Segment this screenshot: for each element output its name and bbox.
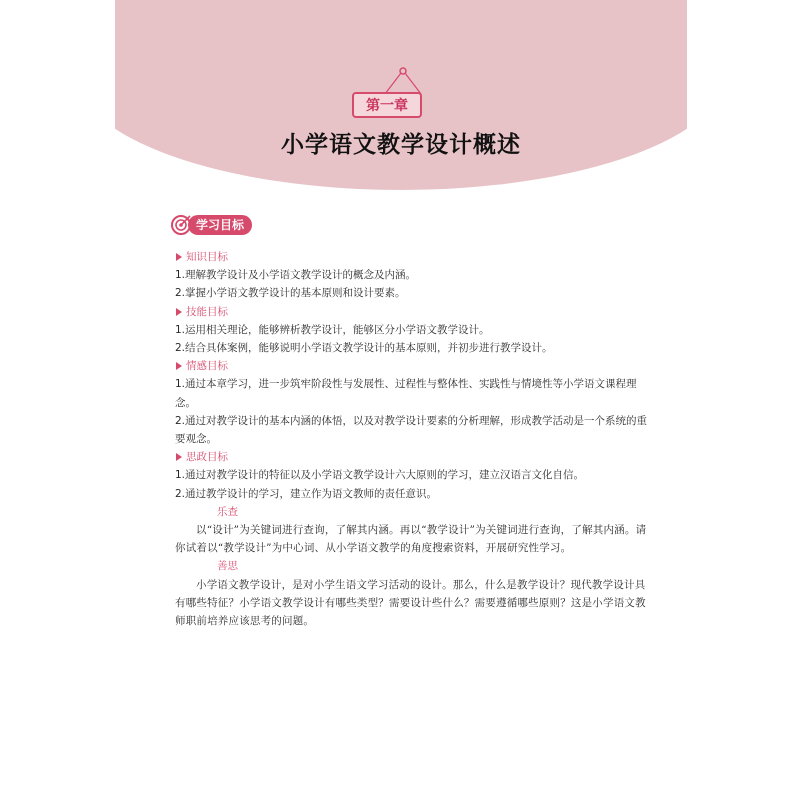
objective-heading-label: 技能目标 — [186, 305, 228, 318]
objective-heading — [175, 448, 650, 466]
reflection-label: 善思 — [217, 560, 238, 573]
objective-heading-label: 知识目标 — [186, 251, 228, 263]
objective-heading — [175, 357, 650, 375]
objective-group-skill — [175, 303, 650, 358]
objective-heading — [175, 303, 650, 321]
objective-heading — [175, 248, 650, 266]
inquiry-label: 乐查 — [217, 505, 238, 518]
triangle-bullet-icon — [176, 308, 182, 316]
book-page — [115, 0, 687, 800]
chapter-title: 小学语文教学设计概述 — [281, 132, 521, 158]
objective-group-knowledge — [175, 248, 650, 303]
triangle-bullet-icon — [176, 362, 182, 370]
objective-item: 2.掌握小学语文教学设计的基本原则和设计要素。 — [175, 287, 406, 300]
objective-item: 1.通过本章学习，进一步筑牢阶段性与发展性、过程性与整体性、实践性与情境性等小学语文课程理念。 — [175, 378, 637, 409]
section-badge-label: 学习目标 — [188, 215, 252, 235]
objective-group-emotion — [175, 357, 650, 448]
inquiry-paragraph: 以“设计”为关键词进行查询，了解其内涵。再以“教学设计”为关键词进行查询，了解其内涵。请你试着以“教学设计”为中心词、从小学语文教学的角度搜索资料，开展研究性学习。 — [175, 524, 647, 555]
objective-group-ideology — [175, 448, 650, 503]
objective-item: 1.理解教学设计及小学语文教学设计的概念及内涵。 — [175, 269, 417, 282]
learning-objectives-badge — [170, 215, 252, 235]
objective-item: 1.通过对教学设计的特征以及小学语文教学设计六大原则的学习，建立汉语言文化自信。 — [175, 469, 585, 482]
triangle-bullet-icon — [176, 253, 182, 261]
objective-item: 2.通过对教学设计的基本内涵的体悟，以及对教学设计要素的分析理解，形成教学活动是一个系统的重要观念。 — [175, 414, 648, 446]
reflection-paragraph: 小学语文教学设计，是对小学生语文学习活动的设计。那么，什么是教学设计？现代教学设计具有哪些特征？小学语文教学设计有哪些类型？需要设计些什么？需要遵循哪些原则？这是小学语文教师职前培养应该思考的问题。 — [175, 578, 646, 628]
triangle-bullet-icon — [176, 453, 182, 461]
main-content — [175, 248, 650, 630]
objective-item: 2.结合具体案例，能够说明小学语文教学设计的基本原则，并初步进行教学设计。 — [175, 342, 553, 355]
objective-heading-label: 情感目标 — [186, 360, 228, 373]
objective-item: 1.运用相关理论，能够辨析教学设计，能够区分小学语文教学设计。 — [175, 323, 490, 336]
objective-heading-label: 思政目标 — [186, 451, 228, 464]
chapter-number-tag: 第一章 — [352, 92, 422, 118]
objective-item: 2.通过教学设计的学习，建立作为语文教师的责任意识。 — [175, 487, 438, 500]
